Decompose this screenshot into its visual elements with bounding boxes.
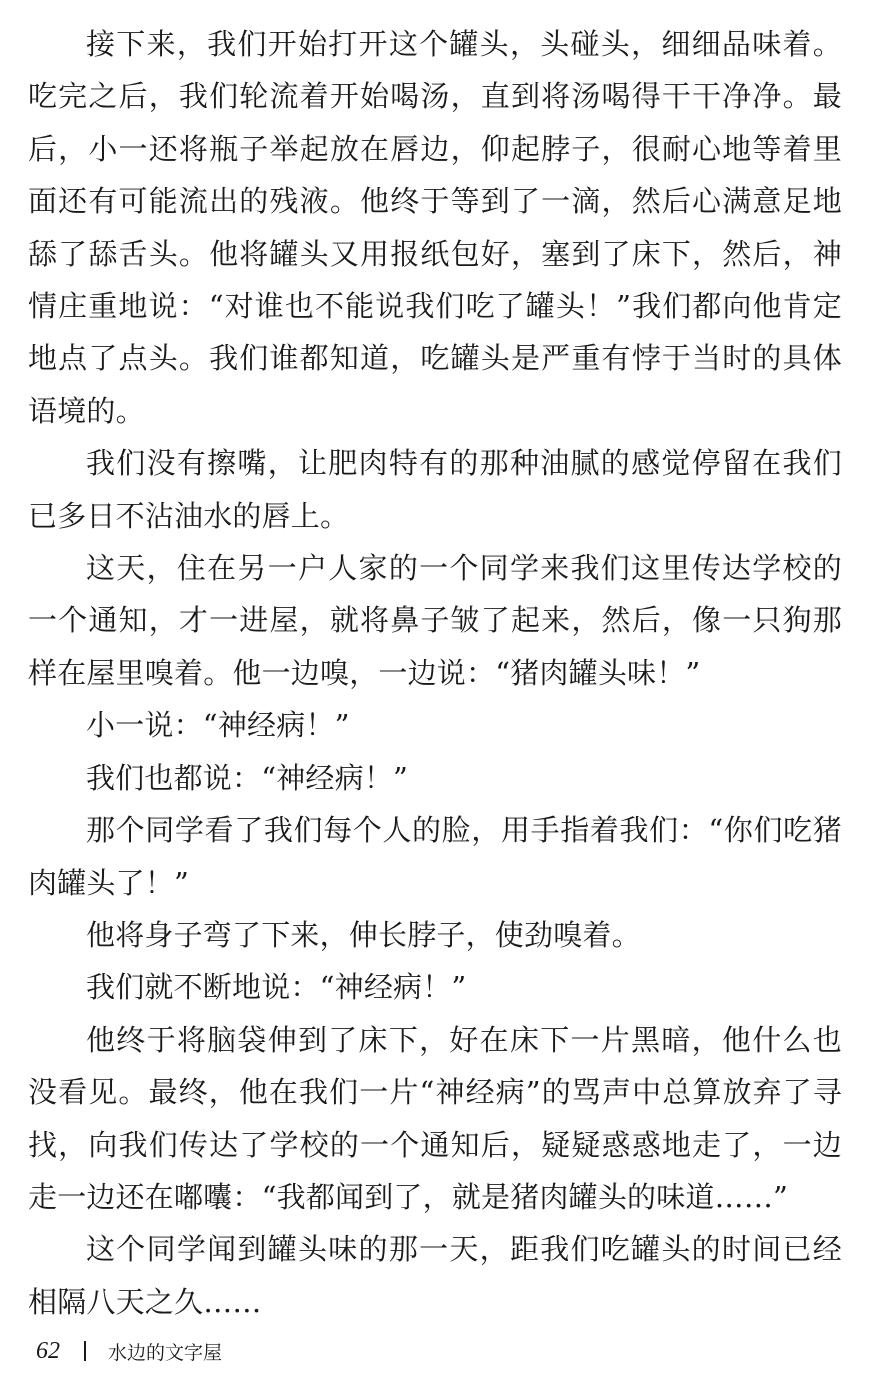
paragraph-7: 他将身子弯了下来，伸长脖子，使劲嗅着。: [86, 917, 641, 952]
paragraph-1: 接下来，我们开始打开这个罐头，头碰头，细细品味着。吃完之后，我们轮流着开始喝汤，直到将汤喝得干干净净。最后，小一还将瓶子举起放在唇边，仰起脖子，很耐心地等着里面还有可能流出的残液。他终于等到了一滴，然后心满意足地舔了舔舌头。他将罐头又用报纸包好，塞到了床下，然后，神情庄重地说：“对谁也不能说我们吃了罐头！”我们都向他肯定地点了点头。我们谁都知道，吃罐头是严重有悖于当时的具体语境的。: [28, 27, 842, 428]
paragraph-8: 我们就不断地说：“神经病！”: [86, 970, 467, 1005]
footer-divider: [84, 1341, 86, 1361]
book-title: 水边的文字屋: [108, 1341, 223, 1364]
paragraph-4: 小一说：“神经病！”: [86, 708, 350, 743]
paragraph-2: 我们没有擦嘴，让肥肉特有的那种油腻的感觉停留在我们已多日不沾油水的唇上。: [28, 446, 842, 533]
paragraph-9: 他终于将脑袋伸到了床下，好在床下一片黑暗，他什么也没看见。最终，他在我们一片“神经病”的骂声中总算放弃了寻找，向我们传达了学校的一个通知后，疑疑惑惑地走了，一边走一边还在嘟囔：“我都闻到了，就是猪肉罐头的味道……”: [28, 1022, 842, 1214]
paragraph-3: 这天，住在另一户人家的一个同学来我们这里传达学校的一个通知，才一进屋，就将鼻子皱了起来，然后，像一只狗那样在屋里嗅着。他一边嗅，一边说：“猪肉罐头味！”: [28, 551, 842, 690]
page-body: [28, 18, 842, 1328]
paragraph-5: 我们也都说：“神经病！”: [86, 760, 409, 795]
paragraph-10: 这个同学闻到罐头味的那一天，距我们吃罐头的时间已经相隔八天之久……: [28, 1232, 842, 1319]
page-number: 62: [36, 1337, 60, 1364]
paragraph-6: 那个同学看了我们每个人的脸，用手指着我们：“你们吃猪肉罐头了！”: [28, 813, 842, 900]
page-footer: [36, 1334, 222, 1368]
